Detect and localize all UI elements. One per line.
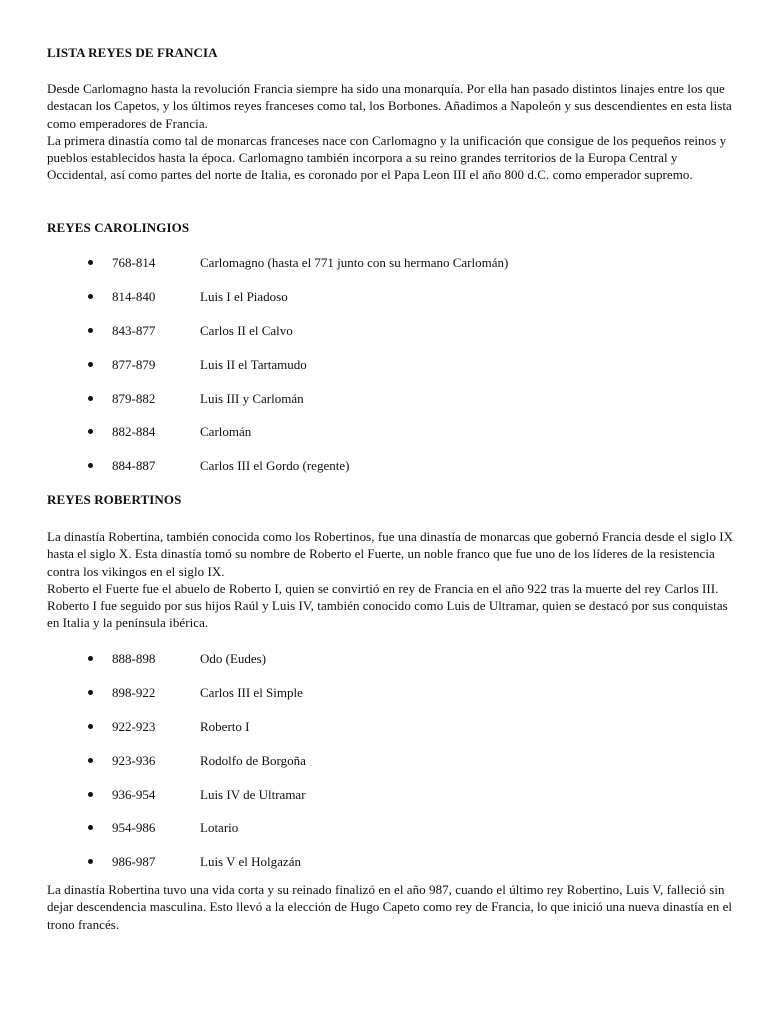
- bullet-icon: [88, 656, 93, 661]
- reign-years: 877-879: [112, 356, 156, 372]
- bullet-icon: [88, 792, 93, 797]
- bullet-icon: [88, 724, 93, 729]
- king-name: Luis II el Tartamudo: [200, 356, 307, 372]
- carolingios-heading: REYES CAROLINGIOS: [47, 220, 190, 235]
- reign-years: 843-877: [112, 322, 156, 338]
- king-name: Luis I el Piadoso: [200, 288, 288, 304]
- reign-years: 954-986: [112, 820, 156, 836]
- king-name: Luis V el Holgazán: [200, 854, 301, 870]
- bullet-icon: [88, 260, 93, 265]
- reign-years: 888-898: [112, 651, 156, 666]
- document-title: LISTA REYES DE FRANCIA: [47, 45, 218, 60]
- robertinos-paragraph-2: Roberto el Fuerte fue el abuelo de Roberto I, quien se convirtió en rey de Francia en el año 922 tras la muerte del rey Carlos III. Roberto I fue seguido por sus hijos Raúl y Luis IV, también conocido como Luis de Ultramar, quien se destacó por sus conquistas en Italia y la península ibérica.: [47, 580, 728, 631]
- reign-years: 923-936: [112, 752, 156, 768]
- bullet-icon: [88, 758, 93, 763]
- reign-years: 986-987: [112, 854, 156, 870]
- king-name: Luis III y Carlomán: [200, 390, 304, 406]
- reign-years: 884-887: [112, 458, 156, 474]
- bullet-icon: [88, 463, 93, 468]
- bullet-icon: [88, 362, 93, 367]
- intro-paragraph-1: Desde Carlomagno hasta la revolución Francia siempre ha sido una monarquía. Por ella han pasado distintos linajes entre los que destacan los Capetos, y los últimos reyes franceses como tal, los Borbones. Añadimos a Napoleón y sus descendientes en esta lista como emperadores de Francia.: [47, 81, 732, 131]
- king-name: Roberto I: [200, 718, 250, 734]
- intro-section: [47, 80, 737, 184]
- intro-paragraph-2: La primera dinastía como tal de monarcas franceses nace con Carlomagno y la unificación que consigue de los pequeños reinos y pueblos establecidos hasta la época. Carlomagno también incorpora a su reino grandes territorios de la Europa Central y Occidental, así como partes del norte de Italia, es coronado por el Papa Leon III el año 800 d.C. como emperador supremo.: [47, 132, 727, 183]
- king-name: Carlos III el Simple: [200, 684, 303, 700]
- reign-years: 882-884: [112, 424, 156, 440]
- bullet-icon: [88, 328, 93, 333]
- king-name: Odo (Eudes): [200, 651, 267, 666]
- bullet-icon: [88, 825, 93, 830]
- bullet-icon: [88, 859, 93, 864]
- king-name: Rodolfo de Borgoña: [200, 752, 306, 768]
- bullet-icon: [88, 690, 93, 695]
- bullet-icon: [88, 396, 93, 401]
- reign-years: 898-922: [112, 684, 156, 700]
- robertinos-paragraph-1: La dinastía Robertina, también conocida como los Robertinos, fue una dinastía de monarcas que gobernó Francia desde el siglo IX hasta el siglo X. Esta dinastía tomó su nombre de Roberto el Fuerte, un noble franco que fue uno de los líderes de la resistencia contra los vikingos en el siglo IX.: [47, 529, 734, 579]
- king-name: Luis IV de Ultramar: [200, 786, 306, 802]
- king-name: Carlos III el Gordo (regente): [200, 458, 350, 474]
- king-name: Carlomagno (hasta el 771 junto con su hermano Carlomán): [200, 255, 509, 270]
- reign-years: 936-954: [112, 786, 156, 802]
- king-name: Lotario: [200, 820, 239, 836]
- king-name: Carlomán: [200, 424, 252, 440]
- reign-years: 768-814: [112, 255, 156, 270]
- reign-years: 922-923: [112, 718, 156, 734]
- king-name: Carlos II el Calvo: [200, 322, 293, 338]
- robertinos-intro-section: [47, 528, 737, 632]
- reign-years: 879-882: [112, 390, 156, 406]
- reign-years: 814-840: [112, 288, 156, 304]
- bullet-icon: [88, 294, 93, 299]
- robertinos-heading: REYES ROBERTINOS: [47, 492, 182, 507]
- bullet-icon: [88, 429, 93, 434]
- robertinos-closing-paragraph: La dinastía Robertina tuvo una vida corta y su reinado finalizó en el año 987, cuando el último rey Robertino, Luis V, falleció sin dejar descendencia masculina. Esto llevó a la elección de Hugo Capeto como rey de Francia, lo que inició una nueva dinastía en el trono francés.: [47, 882, 733, 932]
